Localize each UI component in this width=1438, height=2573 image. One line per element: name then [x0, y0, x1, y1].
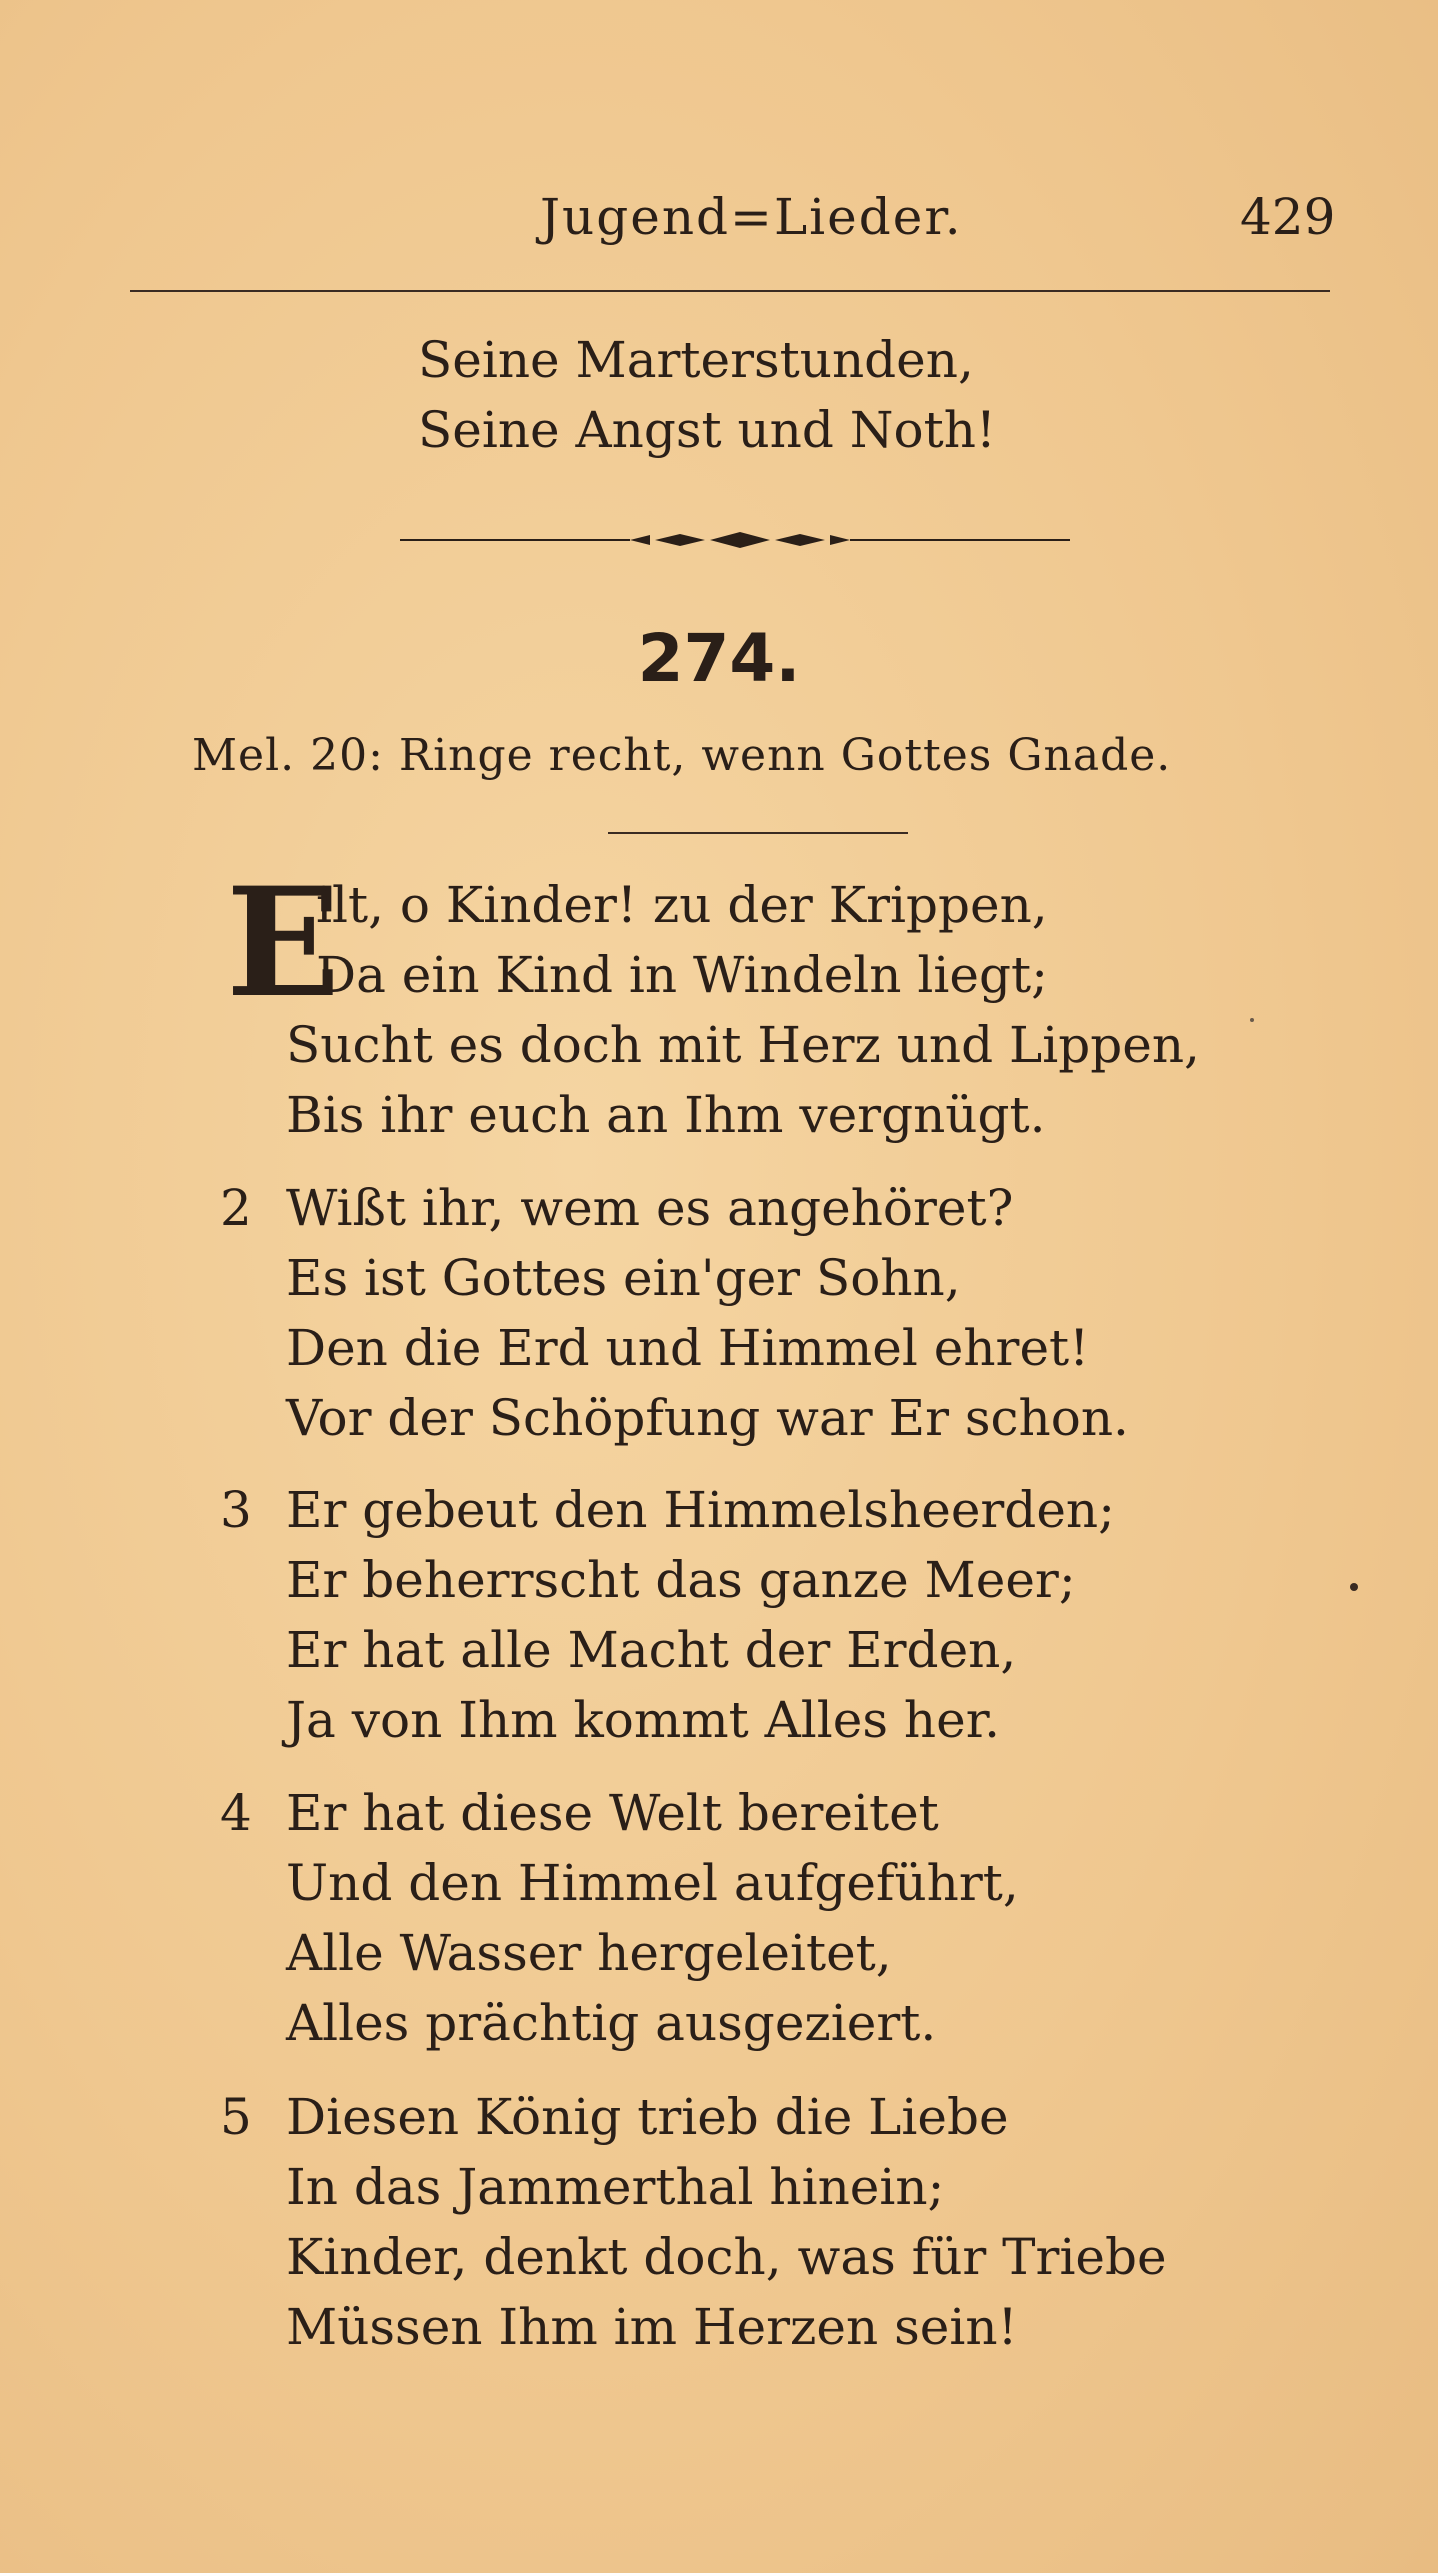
- carryover-verse: [418, 325, 996, 465]
- stanza-number: 3: [220, 1481, 252, 1539]
- verse-line: Kinder, denkt doch, was für Triebe: [286, 2228, 1167, 2286]
- verse-line: Müssen Ihm im Herzen sein!: [286, 2298, 1018, 2356]
- verse-line: Wißt ihr, wem es angehöret?: [286, 1179, 1014, 1237]
- verse-line: Er gebeut den Himmelsheerden;: [286, 1481, 1115, 1539]
- stanza-3: [220, 1475, 1115, 1755]
- verse-line: Bis ihr euch an Ihm vergnügt.: [286, 1086, 1046, 1144]
- stanza-4: [220, 1778, 1019, 2058]
- verse-line: Da ein Kind in Windeln liegt;: [316, 946, 1048, 1004]
- verse-line: ilt, o Kinder! zu der Krippen,: [316, 876, 1048, 934]
- verse-line: Er hat alle Macht der Erden,: [286, 1621, 1017, 1679]
- verse-line: Alles prächtig ausgeziert.: [286, 1994, 937, 2052]
- drop-cap: E: [226, 855, 341, 1031]
- stanza-number: 5: [220, 2088, 252, 2146]
- verse-line: In das Jammerthal hinein;: [286, 2158, 945, 2216]
- verse-line: Er beherrscht das ganze Meer;: [286, 1551, 1076, 1609]
- hymn-number: 274.: [637, 620, 801, 697]
- stanza-1: [316, 870, 1048, 1010]
- verse-line: Er hat diese Welt bereitet: [286, 1784, 939, 1842]
- stanza-2: [220, 1173, 1129, 1453]
- verse-line: Ja von Ihm kommt Alles her.: [286, 1691, 1000, 1749]
- print-speck: [1250, 1018, 1254, 1022]
- melody-rule: [608, 832, 908, 834]
- running-head: [0, 188, 1438, 258]
- verse-line: Seine Angst und Noth!: [418, 401, 997, 459]
- print-speck: [1350, 1583, 1358, 1591]
- verse-line: Alle Wasser hergeleitet,: [286, 1924, 892, 1982]
- stanza-number: 4: [220, 1784, 252, 1842]
- stanza-1-cont: [286, 1010, 1200, 1150]
- page-number: 429: [1240, 188, 1336, 246]
- ornament-divider: [400, 520, 1070, 560]
- stanza-number: 2: [220, 1179, 252, 1237]
- verse-line: Es ist Gottes ein'ger Sohn,: [286, 1249, 961, 1307]
- verse-line: Den die Erd und Himmel ehret!: [286, 1319, 1090, 1377]
- header-rule: [130, 290, 1330, 292]
- verse-line: Seine Marterstunden,: [418, 331, 974, 389]
- melody-reference: Mel. 20: Ringe recht, wenn Gottes Gnade.: [192, 730, 1172, 781]
- verse-line: Und den Himmel aufgeführt,: [286, 1854, 1019, 1912]
- stanza-5: [220, 2082, 1167, 2362]
- verse-line: Vor der Schöpfung war Er schon.: [286, 1389, 1129, 1447]
- running-title: Jugend=Lieder.: [540, 188, 963, 246]
- verse-line: Diesen König trieb die Liebe: [286, 2088, 1009, 2146]
- verse-line: Sucht es doch mit Herz und Lippen,: [286, 1016, 1200, 1074]
